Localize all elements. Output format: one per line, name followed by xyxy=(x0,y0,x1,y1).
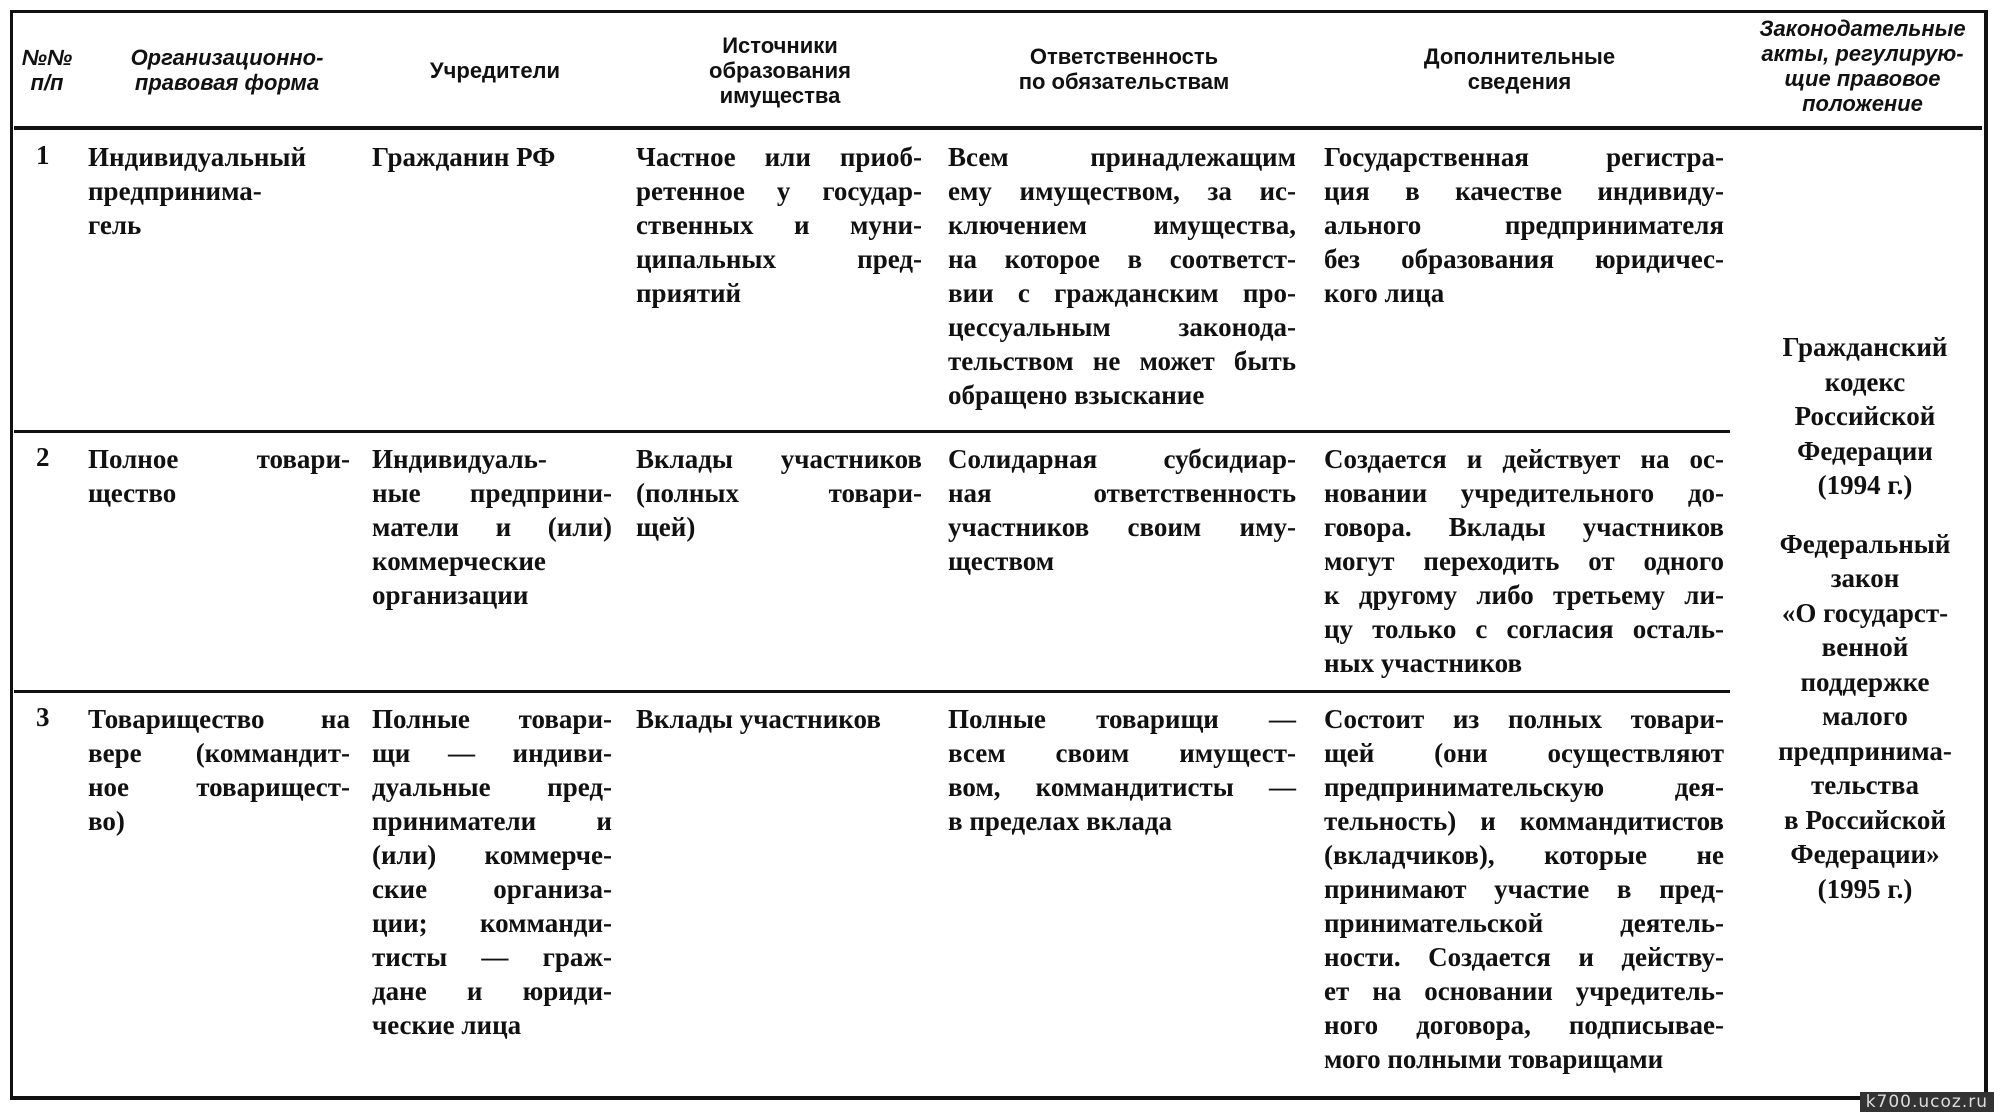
federal-law-text xyxy=(1740,527,1990,907)
cell-line: (полных товари- xyxy=(636,478,922,508)
law-line: «О государст- xyxy=(1781,597,1949,628)
law-line: Федерации» xyxy=(1790,839,1940,869)
cell-line: на которое в соответст- xyxy=(948,244,1296,274)
cell-line: щи — индиви- xyxy=(372,738,612,768)
cell-line: цу только с согласия осталь- xyxy=(1324,614,1724,644)
law-line: (1994 г.) xyxy=(1817,470,1913,500)
row-divider xyxy=(14,690,1730,693)
row-number: 1 xyxy=(36,140,50,170)
cell-founders xyxy=(372,442,612,612)
cell-line: щество xyxy=(88,478,177,508)
cell-line: дане и юриди- xyxy=(372,976,612,1006)
spacer xyxy=(1740,503,1990,527)
law-line: кодекс xyxy=(1824,366,1906,397)
cell-line: дуальные пред- xyxy=(372,772,612,802)
cell-line: говора. Вклады участников xyxy=(1324,512,1724,542)
cell-line: ретенное у государ- xyxy=(636,176,922,206)
cell-liability xyxy=(948,442,1296,578)
cell-founders xyxy=(372,140,612,174)
header-property-sources: Источники образования имущества xyxy=(709,32,851,108)
cell-line: ственных и муни- xyxy=(636,210,922,240)
cell-line: ных участников xyxy=(1324,648,1523,678)
header-liability: Ответственность по обязательствам xyxy=(1018,44,1230,94)
header-founders: Учредители xyxy=(429,57,561,83)
cell-line: предпринима- xyxy=(88,176,262,206)
cell-line: ему имуществом, за ис- xyxy=(948,176,1296,206)
cell-line: тельством не может быть xyxy=(948,346,1296,376)
law-line: в Российской xyxy=(1784,804,1946,835)
cell-line: ное товарищест- xyxy=(88,772,350,802)
cell-line: Товарищество на xyxy=(88,704,350,734)
cell-line: ключением имущества, xyxy=(948,210,1296,240)
cell-line: Индивидуальный xyxy=(88,142,307,172)
cell-form xyxy=(88,702,350,838)
watermark: k700.ucoz.ru xyxy=(1860,1092,1994,1112)
cell-line: Полное товари- xyxy=(88,444,350,474)
cell-line: ции; комманди- xyxy=(372,908,612,938)
cell-line: гель xyxy=(88,210,142,240)
law-line: поддержке xyxy=(1800,666,1930,697)
cell-line: ного договора, подписывае- xyxy=(1324,1010,1724,1040)
cell-line: ности. Создается и действу- xyxy=(1324,942,1724,972)
cell-line: Полные товарищи — xyxy=(948,704,1296,734)
cell-extra xyxy=(1324,140,1724,310)
cell-line: Создается и действует на ос- xyxy=(1324,444,1724,474)
header-additional-info: Дополнительные сведения xyxy=(1423,44,1616,94)
cell-liability xyxy=(948,140,1296,412)
civil-code-text xyxy=(1740,330,1990,503)
cell-line: ция в качестве индивиду- xyxy=(1324,176,1724,206)
cell-line: во) xyxy=(88,806,125,836)
cell-line: (или) коммерче- xyxy=(372,840,612,870)
cell-line: ная ответственность xyxy=(948,478,1296,508)
row-number: 3 xyxy=(36,702,50,732)
cell-line: вии с гражданским про- xyxy=(948,278,1296,308)
cell-line: приятий xyxy=(636,278,742,308)
law-line: Гражданский xyxy=(1782,332,1948,362)
cell-line: Вклады участников xyxy=(636,444,922,474)
cell-founders xyxy=(372,702,612,1042)
cell-line: принимают участие в пред- xyxy=(1324,874,1724,904)
cell-line: без образования юридичес- xyxy=(1324,244,1724,274)
cell-line: Частное или приоб- xyxy=(636,142,922,172)
cell-line: (вкладчиков), которые не xyxy=(1324,840,1724,870)
cell-line: ципальных пред- xyxy=(636,244,922,274)
cell-sources xyxy=(636,702,922,736)
law-line: малого xyxy=(1822,701,1908,731)
law-line: Российской xyxy=(1794,401,1936,431)
cell-extra xyxy=(1324,702,1724,1076)
cell-line: Состоит из полных товари- xyxy=(1324,704,1724,734)
cell-line: Индивидуаль- xyxy=(372,444,547,474)
cell-extra xyxy=(1324,442,1724,680)
header-legislation: Законодательные акты, регулирую- щие правовое положение xyxy=(1759,16,1966,116)
cell-line: ществом xyxy=(948,546,1055,576)
cell-line: ального предпринимателя xyxy=(1324,210,1724,240)
cell-line: предпринимательскую дея- xyxy=(1324,772,1724,802)
cell-line: тисты — граж- xyxy=(372,942,612,972)
legislation-cell xyxy=(1740,330,1990,906)
cell-line: к другому либо третьему ли- xyxy=(1324,580,1724,610)
cell-line: обращено взыскание xyxy=(948,380,1205,410)
cell-line: всем своим имущест- xyxy=(948,738,1296,768)
law-line: предпринима- xyxy=(1778,735,1952,766)
row-number: 2 xyxy=(36,442,50,472)
row-divider xyxy=(14,430,1730,433)
cell-line: в пределах вклада xyxy=(948,806,1173,836)
law-line: Федеральный xyxy=(1779,528,1951,559)
cell-line: ные предприни- xyxy=(372,478,612,508)
cell-line: мого полными товарищами xyxy=(1324,1044,1664,1074)
cell-line: вом, коммандитисты — xyxy=(948,772,1296,802)
cell-sources xyxy=(636,442,922,544)
cell-line: щей) xyxy=(636,512,696,542)
law-line: (1995 г.) xyxy=(1817,873,1913,904)
cell-line: коммерческие xyxy=(372,546,546,576)
law-line: Федерации xyxy=(1797,435,1933,466)
cell-line: ские организа- xyxy=(372,874,612,904)
cell-line: цессуальным законода- xyxy=(948,312,1296,342)
cell-sources xyxy=(636,140,922,310)
header-divider xyxy=(14,126,1982,130)
header-legal-form: Организационно- правовая форма xyxy=(130,45,324,95)
cell-line: Солидарная субсидиар- xyxy=(948,444,1296,474)
cell-line: принимательской деятель- xyxy=(1324,908,1724,938)
cell-line: Полные товари- xyxy=(372,704,612,734)
cell-line: приниматели и xyxy=(372,806,612,836)
cell-line: ческие лица xyxy=(372,1010,522,1040)
law-line: закон xyxy=(1830,563,1900,593)
cell-line: Государственная регистра- xyxy=(1324,142,1724,172)
cell-line: участников своим иму- xyxy=(948,512,1296,542)
cell-line: тельность) и коммандитистов xyxy=(1324,806,1724,836)
cell-line: ет на основании учредитель- xyxy=(1324,976,1724,1006)
cell-line: новании учредительного до- xyxy=(1324,478,1724,508)
cell-form xyxy=(88,442,350,510)
cell-line: Всем принадлежащим xyxy=(948,142,1296,172)
cell-line: кого лица xyxy=(1324,278,1445,308)
law-line: венной xyxy=(1821,632,1909,662)
cell-line: организации xyxy=(372,580,529,610)
cell-line: Вклады участников xyxy=(636,704,881,734)
cell-form xyxy=(88,140,350,242)
cell-line: Гражданин РФ xyxy=(372,142,556,172)
law-line: тельства xyxy=(1811,770,1919,800)
cell-line: матели и (или) xyxy=(372,512,612,542)
cell-line: щей (они осуществляют xyxy=(1324,738,1724,768)
cell-line: вере (коммандит- xyxy=(88,738,350,768)
header-number: №№ п/п xyxy=(21,45,73,95)
cell-line: могут переходить от одного xyxy=(1324,546,1724,576)
cell-liability xyxy=(948,702,1296,838)
